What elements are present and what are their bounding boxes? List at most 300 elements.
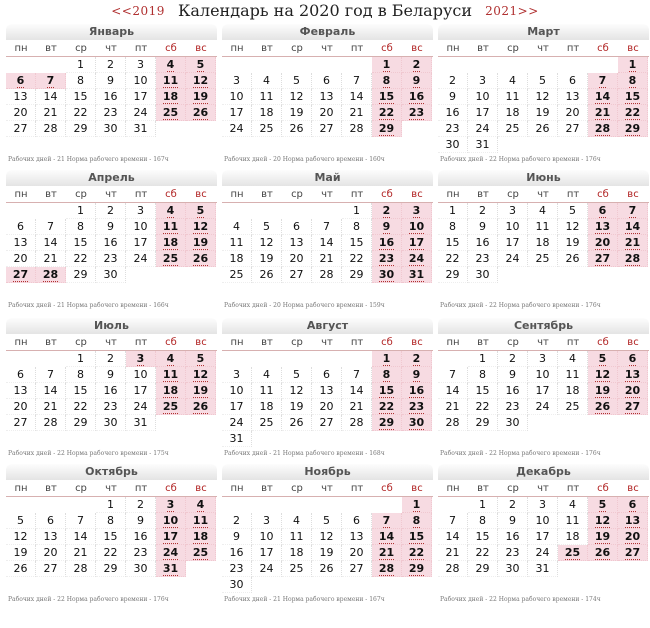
day-cell — [312, 367, 342, 383]
day-number: 11 — [565, 368, 580, 381]
day-off-cell — [186, 89, 216, 105]
day-number: 19 — [289, 400, 304, 413]
day-number: 18 — [565, 530, 580, 543]
day-number: 20 — [319, 400, 334, 413]
day-number: 25 — [192, 546, 209, 559]
day-number: 21 — [43, 400, 58, 413]
day-off-cell — [372, 73, 402, 89]
day-number: 12 — [259, 236, 274, 249]
day-cell — [222, 219, 252, 235]
day-number: 12 — [319, 530, 334, 543]
day-number: 22 — [73, 400, 88, 413]
day-number: 11 — [289, 530, 304, 543]
day-number: 28 — [42, 268, 59, 281]
day-cell — [96, 251, 126, 267]
day-off-cell — [372, 513, 402, 529]
day-cell — [126, 513, 156, 529]
day-grid — [6, 497, 217, 593]
day-off-cell — [186, 235, 216, 251]
month-title: Июль — [6, 318, 217, 334]
day-number: 25 — [162, 400, 179, 413]
day-off-cell — [372, 399, 402, 415]
day-number: 10 — [535, 368, 550, 381]
day-cell — [66, 267, 96, 283]
day-number: 27 — [43, 562, 58, 575]
weekday-header: вс — [627, 337, 639, 348]
day-cell — [252, 399, 282, 415]
day-cell — [66, 383, 96, 399]
day-number: 15 — [445, 236, 460, 249]
day-number: 13 — [594, 220, 611, 233]
day-number: 30 — [103, 416, 118, 429]
day-off-cell — [618, 383, 648, 399]
day-number: 2 — [107, 58, 114, 71]
day-number: 22 — [73, 106, 88, 119]
day-off-cell — [36, 267, 66, 283]
weekday-header: вт — [477, 43, 489, 54]
day-cell — [558, 203, 588, 219]
month-footer: Рабочих дней - 22 Норма рабочего времени - 176ч — [440, 156, 601, 163]
day-cell — [6, 415, 36, 431]
day-number: 16 — [229, 546, 244, 559]
day-number: 4 — [539, 204, 546, 217]
day-number: 10 — [475, 90, 490, 103]
day-number: 19 — [319, 546, 334, 559]
weekday-header: чт — [321, 337, 333, 348]
day-number: 22 — [624, 106, 641, 119]
day-cell — [498, 121, 528, 137]
day-cell — [342, 121, 372, 137]
month-footer: Рабочих дней - 21 Норма рабочего времени - 167ч — [224, 596, 385, 603]
weekday-header: пн — [14, 483, 28, 494]
day-number: 12 — [192, 368, 209, 381]
day-cell — [36, 529, 66, 545]
day-number: 19 — [535, 106, 550, 119]
day-number: 15 — [103, 530, 118, 543]
weekday-header: вт — [477, 483, 489, 494]
month-block — [438, 170, 649, 316]
day-number: 24 — [475, 122, 490, 135]
day-number: 9 — [412, 368, 421, 381]
day-cell — [528, 497, 558, 513]
day-cell — [528, 89, 558, 105]
day-number: 19 — [289, 106, 304, 119]
day-off-cell — [618, 203, 648, 219]
weekday-header: вс — [411, 483, 423, 494]
day-cell — [66, 513, 96, 529]
day-number: 1 — [479, 352, 486, 365]
weekday-header: чт — [537, 43, 549, 54]
day-number: 14 — [594, 90, 611, 103]
day-off-cell — [372, 57, 402, 73]
day-number: 21 — [319, 252, 334, 265]
day-number: 5 — [17, 514, 24, 527]
day-off-cell — [156, 513, 186, 529]
day-number: 18 — [162, 236, 179, 249]
day-number: 17 — [133, 236, 148, 249]
day-cell — [126, 251, 156, 267]
day-number: 27 — [13, 122, 28, 135]
day-off-cell — [156, 367, 186, 383]
day-off-cell — [186, 367, 216, 383]
weekday-header: чт — [105, 337, 117, 348]
weekday-header: ср — [291, 189, 303, 200]
day-off-cell — [402, 351, 432, 367]
month-title: Февраль — [222, 24, 433, 40]
weekday-header: ср — [507, 189, 519, 200]
day-cell — [438, 203, 468, 219]
day-number: 6 — [17, 220, 24, 233]
day-number: 25 — [162, 106, 179, 119]
day-number: 15 — [349, 236, 364, 249]
day-off-cell — [156, 235, 186, 251]
weekday-header: пн — [446, 43, 460, 54]
weekday-header: ср — [291, 483, 303, 494]
day-number: 9 — [449, 90, 456, 103]
day-off-cell — [186, 513, 216, 529]
day-number: 29 — [475, 416, 490, 429]
day-number: 25 — [259, 416, 274, 429]
weekday-header: пн — [446, 189, 460, 200]
weekday-header: вс — [627, 189, 639, 200]
day-cell — [438, 399, 468, 415]
next-year-link[interactable]: 2021>> — [485, 4, 539, 18]
day-cell — [252, 545, 282, 561]
weekday-header: вт — [477, 189, 489, 200]
day-cell — [282, 383, 312, 399]
day-cell — [558, 219, 588, 235]
day-number: 11 — [535, 220, 550, 233]
day-number: 12 — [192, 220, 209, 233]
weekday-header: чт — [321, 189, 333, 200]
weekday-header: сб — [381, 189, 393, 200]
day-off-cell — [588, 545, 618, 561]
weekday-header: сб — [597, 483, 609, 494]
day-number: 3 — [166, 498, 175, 511]
day-cell — [282, 219, 312, 235]
weekday-header: пн — [230, 43, 244, 54]
day-off-cell — [156, 561, 186, 577]
day-number: 22 — [475, 546, 490, 559]
prev-year-link[interactable]: <<2019 — [111, 4, 165, 18]
day-cell — [558, 529, 588, 545]
day-off-cell — [372, 415, 402, 431]
day-cell — [468, 561, 498, 577]
day-number: 12 — [192, 74, 209, 87]
day-number: 22 — [408, 546, 425, 559]
day-cell — [498, 203, 528, 219]
day-number: 6 — [47, 514, 54, 527]
day-cell — [498, 251, 528, 267]
month-title: Май — [222, 170, 433, 186]
day-off-cell — [402, 219, 432, 235]
day-cell — [36, 383, 66, 399]
day-number: 6 — [323, 74, 330, 87]
day-number: 18 — [259, 400, 274, 413]
day-number: 6 — [598, 204, 607, 217]
day-cell — [96, 121, 126, 137]
day-off-cell — [588, 383, 618, 399]
day-number: 1 — [77, 58, 84, 71]
day-number: 25 — [289, 562, 304, 575]
day-cell — [282, 267, 312, 283]
day-cell — [312, 513, 342, 529]
day-number: 15 — [73, 236, 88, 249]
day-off-cell — [156, 399, 186, 415]
day-cell — [126, 235, 156, 251]
month-block — [6, 24, 217, 170]
day-number: 20 — [565, 106, 580, 119]
day-cell — [342, 383, 372, 399]
day-cell — [342, 267, 372, 283]
day-number: 21 — [378, 546, 395, 559]
day-number: 16 — [475, 236, 490, 249]
day-number: 7 — [449, 368, 456, 381]
day-cell — [438, 367, 468, 383]
day-number: 24 — [408, 252, 425, 265]
day-number: 28 — [378, 562, 395, 575]
day-cell — [126, 529, 156, 545]
day-number: 2 — [107, 204, 114, 217]
weekday-header: вт — [45, 43, 57, 54]
day-number: 9 — [509, 514, 516, 527]
day-number: 6 — [17, 368, 24, 381]
weekday-header: сб — [381, 337, 393, 348]
day-cell — [438, 235, 468, 251]
day-number: 22 — [445, 252, 460, 265]
day-cell — [282, 367, 312, 383]
day-number: 1 — [77, 204, 84, 217]
day-cell — [282, 235, 312, 251]
day-number: 17 — [229, 400, 244, 413]
day-number: 15 — [475, 530, 490, 543]
day-number: 24 — [133, 252, 148, 265]
day-number: 30 — [475, 268, 490, 281]
day-off-cell — [618, 545, 648, 561]
day-cell — [282, 251, 312, 267]
day-number: 16 — [103, 384, 118, 397]
day-number: 23 — [505, 400, 520, 413]
weekday-header: ср — [75, 189, 87, 200]
day-cell — [282, 513, 312, 529]
day-off-cell — [618, 351, 648, 367]
day-cell — [6, 105, 36, 121]
day-number: 28 — [445, 562, 460, 575]
day-cell — [342, 415, 372, 431]
month-title: Декабрь — [438, 464, 649, 480]
day-cell — [468, 73, 498, 89]
day-number: 10 — [505, 220, 520, 233]
day-cell — [66, 121, 96, 137]
day-number: 22 — [378, 400, 395, 413]
day-cell — [438, 513, 468, 529]
day-number: 17 — [133, 90, 148, 103]
day-number: 31 — [535, 562, 550, 575]
weekday-header: пт — [134, 189, 148, 200]
day-number: 23 — [505, 546, 520, 559]
day-cell — [252, 89, 282, 105]
day-number: 30 — [378, 268, 395, 281]
day-off-cell — [36, 73, 66, 89]
day-off-cell — [156, 219, 186, 235]
day-number: 29 — [408, 562, 425, 575]
day-number: 13 — [319, 384, 334, 397]
month-block — [222, 464, 433, 610]
day-number: 13 — [565, 90, 580, 103]
day-number: 3 — [539, 498, 546, 511]
day-number: 21 — [445, 400, 460, 413]
weekday-header: пт — [566, 43, 580, 54]
day-off-cell — [402, 383, 432, 399]
day-number: 11 — [162, 220, 179, 233]
day-number: 29 — [349, 268, 364, 281]
day-number: 20 — [43, 546, 58, 559]
day-cell — [528, 383, 558, 399]
day-number: 3 — [136, 352, 145, 365]
day-cell — [312, 89, 342, 105]
day-number: 3 — [412, 204, 421, 217]
day-number: 14 — [349, 90, 364, 103]
day-number: 6 — [16, 74, 25, 87]
day-cell — [36, 235, 66, 251]
day-number: 13 — [349, 530, 364, 543]
day-number: 18 — [192, 530, 209, 543]
day-cell — [558, 73, 588, 89]
day-cell — [528, 251, 558, 267]
day-number: 2 — [509, 498, 516, 511]
day-number: 30 — [505, 562, 520, 575]
day-off-cell — [588, 89, 618, 105]
day-number: 3 — [137, 204, 144, 217]
day-cell — [282, 105, 312, 121]
day-number: 6 — [293, 220, 300, 233]
day-cell — [528, 121, 558, 137]
day-cell — [342, 105, 372, 121]
day-cell — [66, 219, 96, 235]
day-cell — [528, 545, 558, 561]
day-number: 3 — [263, 514, 270, 527]
day-off-cell — [156, 73, 186, 89]
day-number: 2 — [137, 498, 144, 511]
day-number: 29 — [103, 562, 118, 575]
weekday-header: пн — [14, 337, 28, 348]
day-cell — [438, 121, 468, 137]
month-block — [438, 24, 649, 170]
day-number: 18 — [505, 106, 520, 119]
day-off-cell — [588, 529, 618, 545]
day-cell — [222, 529, 252, 545]
day-cell — [438, 73, 468, 89]
day-cell — [498, 399, 528, 415]
day-cell — [558, 121, 588, 137]
day-number: 14 — [445, 384, 460, 397]
day-cell — [222, 399, 252, 415]
day-cell — [498, 497, 528, 513]
day-number: 14 — [73, 530, 88, 543]
day-number: 26 — [565, 252, 580, 265]
weekday-header: сб — [381, 483, 393, 494]
day-off-cell — [588, 105, 618, 121]
day-off-cell — [618, 89, 648, 105]
month-title: Март — [438, 24, 649, 40]
day-cell — [312, 529, 342, 545]
day-number: 12 — [594, 514, 611, 527]
day-cell — [282, 545, 312, 561]
day-off-cell — [372, 251, 402, 267]
day-cell — [468, 351, 498, 367]
day-number: 16 — [505, 530, 520, 543]
day-cell — [558, 367, 588, 383]
day-number: 3 — [137, 58, 144, 71]
day-cell — [282, 399, 312, 415]
weekday-header: чт — [537, 483, 549, 494]
day-number: 23 — [133, 546, 148, 559]
day-off-cell — [156, 545, 186, 561]
day-off-cell — [618, 219, 648, 235]
day-cell — [498, 351, 528, 367]
day-cell — [438, 383, 468, 399]
day-number: 10 — [229, 384, 244, 397]
day-number: 6 — [323, 368, 330, 381]
day-cell — [6, 383, 36, 399]
day-off-cell — [156, 251, 186, 267]
day-number: 26 — [192, 106, 209, 119]
day-number: 2 — [382, 204, 391, 217]
weekday-header: пн — [446, 483, 460, 494]
day-cell — [252, 73, 282, 89]
day-cell — [6, 219, 36, 235]
month-title: Октябрь — [6, 464, 217, 480]
day-number: 31 — [133, 122, 148, 135]
day-number: 17 — [475, 106, 490, 119]
day-number: 25 — [565, 400, 580, 413]
day-cell — [528, 367, 558, 383]
day-off-cell — [372, 561, 402, 577]
day-cell — [342, 219, 372, 235]
day-off-cell — [186, 529, 216, 545]
day-cell — [558, 351, 588, 367]
weekday-header: пн — [230, 483, 244, 494]
day-number: 14 — [624, 220, 641, 233]
day-number: 21 — [349, 400, 364, 413]
weekday-header: вт — [261, 483, 273, 494]
day-number: 8 — [412, 514, 421, 527]
day-cell — [558, 513, 588, 529]
day-cell — [96, 497, 126, 513]
day-off-cell — [402, 89, 432, 105]
weekday-header: пт — [566, 337, 580, 348]
weekday-header: пт — [134, 337, 148, 348]
day-cell — [126, 121, 156, 137]
weekday-header: ср — [75, 483, 87, 494]
day-off-cell — [588, 235, 618, 251]
day-number: 11 — [162, 368, 179, 381]
day-number: 17 — [535, 530, 550, 543]
day-cell — [468, 513, 498, 529]
day-number: 4 — [166, 58, 175, 71]
day-off-cell — [402, 267, 432, 283]
day-number: 28 — [43, 416, 58, 429]
weekday-header: пт — [566, 483, 580, 494]
day-cell — [126, 415, 156, 431]
day-grid — [438, 57, 649, 153]
day-number: 5 — [263, 220, 270, 233]
month-footer: Рабочих дней - 21 Норма рабочего времени - 166ч — [8, 302, 169, 309]
day-off-cell — [372, 367, 402, 383]
day-cell — [468, 251, 498, 267]
day-cell — [96, 415, 126, 431]
day-cell — [498, 383, 528, 399]
